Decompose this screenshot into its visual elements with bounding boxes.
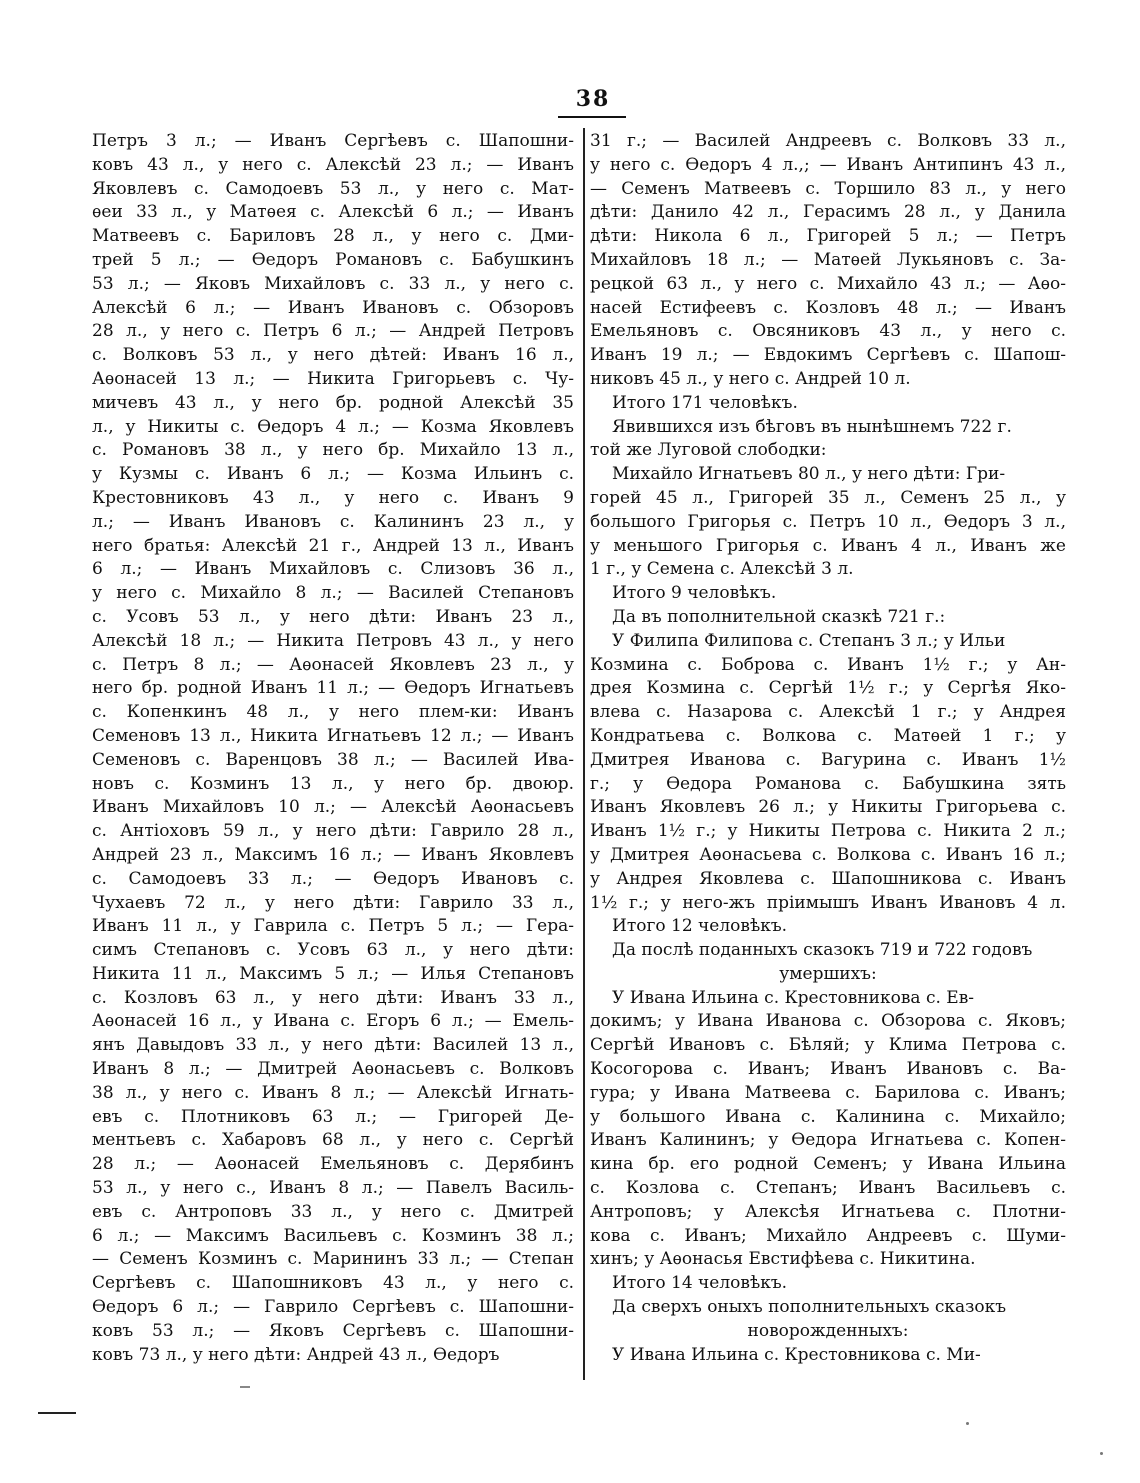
text-line: Антроповъ; у Алексѣя Игнатьева с. Плотни- xyxy=(590,1201,1066,1222)
text-line: у Андрея Яковлева с. Шапошникова с. Иванъ xyxy=(590,868,1066,889)
text-line: Яковлевъ с. Самодоевъ 53 л., у него с. Мат- xyxy=(92,178,574,199)
speck-mark xyxy=(1100,1452,1103,1455)
text-line: новъ с. Козминъ 13 л., у него бр. двоюр. xyxy=(92,773,574,794)
text-line: Косогорова с. Иванъ; Иванъ Ивановъ с. Ва- xyxy=(590,1059,1066,1080)
total-line: Итого 14 человѣкъ. xyxy=(612,1273,788,1294)
text-line: Иванъ Яковлевъ 26 л.; у Никиты Григорьева с. xyxy=(590,797,1066,818)
text-line: Емельяновъ с. Овсяниковъ 43 л., у него с. xyxy=(590,321,1066,342)
text-line: Иванъ 11 л., у Гаврила с. Петръ 5 л.; — Гера- xyxy=(92,916,574,937)
text-line: Сергѣй Ивановъ с. Бѣляй; у Клима Петрова с. xyxy=(590,1035,1066,1056)
text-line: Чухаевъ 72 л., у него дѣти: Гаврило 33 л., xyxy=(92,892,574,913)
text-line: Михайло Игнатьевъ 80 л., у него дѣти: Гри- xyxy=(612,464,1006,485)
text-line: Иванъ 8 л.; — Дмитрей Аѳонасьевъ с. Волковъ xyxy=(92,1059,574,1080)
text-line: Сергѣевъ с. Шапошниковъ 43 л., у него с. xyxy=(92,1273,574,1294)
text-line: него бр. родной Иванъ 11 л.; — Ѳедоръ Игнатьевъ xyxy=(92,678,574,699)
text-line: Ѳедоръ 6 л.; — Гаврило Сергѣевъ с. Шапошни- xyxy=(92,1297,574,1318)
text-line: 1½ г.; у него-жъ пріимышъ Иванъ Ивановъ 4 л. xyxy=(590,892,1066,913)
total-line: Итого 171 человѣкъ. xyxy=(612,392,798,413)
text-line: с. Петръ 8 л.; — Аѳонасей Яковлевъ 23 л., у xyxy=(92,654,574,675)
text-line: евъ с. Плотниковъ 63 л.; — Григорей Де- xyxy=(92,1106,574,1127)
text-line: Андрей 23 л., Максимъ 16 л.; — Иванъ Яковлевъ xyxy=(92,844,574,865)
text-line: Алексѣй 6 л.; — Иванъ Ивановъ с. Обзоровъ xyxy=(92,297,574,318)
page-number: 38 xyxy=(575,86,611,112)
text-line: с. Романовъ 38 л., у него бр. Михайло 13 л., xyxy=(92,440,574,461)
text-line: янъ Давыдовъ 33 л., у него дѣти: Василей 13 л., xyxy=(92,1035,574,1056)
text-line: симъ Степановъ с. Усовъ 63 л., у него дѣти: xyxy=(92,940,574,961)
text-line: 6 л.; — Иванъ Михайловъ с. Слизовъ 36 л., xyxy=(92,559,574,580)
text-line: Семеновъ с. Варенцовъ 38 л.; — Василей Ива- xyxy=(92,749,574,770)
text-line: с. Копенкинъ 48 л., у него плем-ки: Иванъ xyxy=(92,702,574,723)
text-line: ковъ 73 л., у него дѣти: Андрей 43 л., Ѳедоръ xyxy=(92,1344,500,1365)
left-column xyxy=(92,130,574,1367)
text-line: умершихъ: xyxy=(779,963,877,984)
text-line: с. Самодоевъ 33 л.; — Ѳедоръ Ивановъ с. xyxy=(92,868,574,889)
text-line: У Филипа Филипова с. Степанъ 3 л.; у Ильи xyxy=(612,630,1006,651)
text-line: Никита 11 л., Максимъ 5 л.; — Илья Степановъ xyxy=(92,963,574,984)
text-line: 28 л.; — Аѳонасей Емельяновъ с. Дерябинъ xyxy=(92,1154,574,1175)
text-line: дѣти: Никола 6 л., Григорей 5 л.; — Петръ xyxy=(590,226,1066,247)
text-line: Аѳонасей 13 л.; — Никита Григорьевъ с. Чу- xyxy=(92,368,574,389)
text-line: с. Антіоховъ 59 л., у него дѣти: Гаврило 28 л., xyxy=(92,821,574,842)
small-dash-mark xyxy=(240,1386,250,1388)
text-line: с. Волковъ 53 л., у него дѣтей: Иванъ 16 л., xyxy=(92,345,574,366)
page-number-underline xyxy=(558,116,626,118)
text-line: влева с. Назарова с. Алексѣй 1 г.; у Андрея xyxy=(590,702,1066,723)
text-line: Петръ 3 л.; — Иванъ Сергѣевъ с. Шапошни- xyxy=(92,131,574,151)
text-line: него братья: Алексѣй 21 г., Андрей 13 л., Иванъ xyxy=(92,535,574,556)
text-line: евъ с. Антроповъ 33 л., у него с. Дмитрей xyxy=(92,1201,574,1222)
text-line: — Семенъ Матвеевъ с. Торшило 83 л., у него xyxy=(590,178,1066,199)
text-line: горей 45 л., Григорей 35 л., Семенъ 25 л., у xyxy=(590,487,1066,508)
text-line: у него с. Михайло 8 л.; — Василей Степановъ xyxy=(92,583,574,604)
text-line: Матвеевъ с. Бариловъ 28 л., у него с. Дми- xyxy=(92,226,574,247)
text-line: у Кузмы с. Иванъ 6 л.; — Козма Ильинъ с. xyxy=(92,464,574,485)
text-line: Козмина с. Боброва с. Иванъ 1½ г.; у Ан- xyxy=(590,654,1066,675)
text-line: Аѳонасей 16 л., у Ивана с. Егоръ 6 л.; — Емель- xyxy=(92,1011,574,1032)
text-line: у большого Ивана с. Калинина с. Михайло; xyxy=(590,1106,1066,1127)
text-line: Дмитрея Иванова с. Вагурина с. Иванъ 1½ xyxy=(590,749,1066,770)
text-line: — Семенъ Козминъ с. Марининъ 33 л.; — Степан xyxy=(92,1249,574,1270)
text-line: новорожденныхъ: xyxy=(747,1320,909,1341)
text-line: Иванъ Калининъ; у Ѳедора Игнатьева с. Копен- xyxy=(590,1130,1066,1151)
text-line: л.; — Иванъ Ивановъ с. Калининъ 23 л., у xyxy=(92,511,574,532)
text-line: с. Усовъ 53 л., у него дѣти: Иванъ 23 л., xyxy=(92,606,574,627)
speck-mark xyxy=(966,1422,969,1425)
text-line: Семеновъ 13 л., Никита Игнатьевъ 12 л.; — Иванъ xyxy=(92,725,574,746)
text-line: с. Козловъ 63 л., у него дѣти: Иванъ 33 л., xyxy=(92,987,574,1008)
text-line: у него с. Ѳедоръ 4 л.,; — Иванъ Антипинъ 43 л., xyxy=(590,154,1066,175)
text-line: л., у Никиты с. Ѳедоръ 4 л.; — Козма Яковлевъ xyxy=(92,416,574,437)
text-line: трей 5 л.; — Ѳедоръ Романовъ с. Бабушкинъ xyxy=(92,249,574,270)
text-line: Крестовниковъ 43 л., у него с. Иванъ 9 xyxy=(92,487,574,508)
text-line: г.; у Ѳедора Романова с. Бабушкина зять xyxy=(590,773,1066,794)
text-line: у Дмитрея Аѳонасьева с. Волкова с. Иванъ 16 л.; xyxy=(590,844,1066,865)
text-line: 6 л.; — Максимъ Васильевъ с. Козминъ 38 л.; xyxy=(92,1225,574,1246)
text-line: Иванъ Михайловъ 10 л.; — Алексѣй Аѳонасьевъ xyxy=(92,797,574,818)
text-line: с. Козлова с. Степанъ; Иванъ Васильевъ с. xyxy=(590,1178,1066,1199)
text-line: Кондратьева с. Волкова с. Матѳей 1 г.; у xyxy=(590,725,1066,746)
text-line: 31 г.; — Василей Андреевъ с. Волковъ 33 л., xyxy=(590,131,1066,151)
total-line: Да въ пополнительной сказкѣ 721 г.: xyxy=(612,606,946,627)
text-line: Явившихся изъ бѣговъ въ нынѣшнемъ 722 г. xyxy=(612,416,1012,437)
text-line: ментьевъ с. Хабаровъ 68 л., у него с. Сергѣй xyxy=(92,1130,574,1151)
text-line: ковъ 43 л., у него с. Алексѣй 23 л.; — Иванъ xyxy=(92,154,574,175)
text-line: хинъ; у Аѳонасья Евстифѣева с. Никитина. xyxy=(590,1249,976,1270)
text-line: дрея Козмина с. Сергѣй 1½ г.; у Сергѣя Яко- xyxy=(590,678,1066,699)
right-column xyxy=(590,130,1066,1367)
text-line: Алексѣй 18 л.; — Никита Петровъ 43 л., у него xyxy=(92,630,574,651)
text-line: Да сверхъ оныхъ пополнительныхъ сказокъ xyxy=(612,1297,1007,1318)
text-line: У Ивана Ильина с. Крестовникова с. Ев- xyxy=(612,987,975,1008)
text-line: 28 л., у него с. Петръ 6 л.; — Андрей Петровъ xyxy=(92,321,574,342)
margin-mark xyxy=(38,1412,76,1414)
text-line: докимъ; у Ивана Иванова с. Обзорова с. Яковъ; xyxy=(590,1011,1066,1032)
text-line: ѳеи 33 л., у Матѳея с. Алексѣй 6 л.; — Иванъ xyxy=(92,202,574,223)
column-divider xyxy=(583,128,585,1380)
text-line: У Ивана Ильина с. Крестовникова с. Ми- xyxy=(612,1344,981,1365)
text-line: 1 г., у Семена с. Алексѣй 3 л. xyxy=(590,559,854,580)
text-line: 53 л., у него с., Иванъ 8 л.; — Павелъ Василь- xyxy=(92,1178,574,1199)
text-line: дѣти: Данило 42 л., Герасимъ 28 л., у Данила xyxy=(590,202,1066,223)
text-line: кина бр. его родной Семенъ; у Ивана Ильина xyxy=(590,1154,1066,1175)
total-line: Итого 9 человѣкъ. xyxy=(612,583,777,604)
text-line: никовъ 45 л., у него с. Андрей 10 л. xyxy=(590,368,911,389)
total-line: Итого 12 человѣкъ. xyxy=(612,916,788,937)
text-line: Иванъ 19 л.; — Евдокимъ Сергѣевъ с. Шапош- xyxy=(590,345,1066,366)
text-line: насей Естифеевъ с. Козловъ 48 л.; — Иванъ xyxy=(590,297,1066,318)
text-line: гура; у Ивана Матвеева с. Барилова с. Иванъ; xyxy=(590,1082,1066,1103)
text-line: ковъ 53 л.; — Яковъ Сергѣевъ с. Шапошни- xyxy=(92,1320,574,1341)
text-line: большого Григорья с. Петръ 10 л., Ѳедоръ 3 л., xyxy=(590,511,1066,532)
text-line: кова с. Иванъ; Михайло Андреевъ с. Шуми- xyxy=(590,1225,1066,1246)
text-line: 53 л.; — Яковъ Михайловъ с. 33 л., у него с. xyxy=(92,273,574,294)
text-line: 38 л., у него с. Иванъ 8 л.; — Алексѣй Игнать- xyxy=(92,1082,574,1103)
text-line: мичевъ 43 л., у него бр. родной Алексѣй 35 xyxy=(92,392,574,413)
text-line: у меньшого Григорья с. Иванъ 4 л., Иванъ же xyxy=(590,535,1066,556)
text-line: Михайловъ 18 л.; — Матѳей Лукьяновъ с. За- xyxy=(590,249,1066,270)
text-line: рецкой 63 л., у него с. Михайло 43 л.; — Аѳо- xyxy=(590,273,1066,294)
text-line: Иванъ 1½ г.; у Никиты Петрова с. Никита 2 л.; xyxy=(590,821,1066,842)
text-line: той же Луговой слободки: xyxy=(590,440,827,461)
text-line: Да послѣ поданныхъ сказокъ 719 и 722 годовъ xyxy=(612,940,1033,961)
